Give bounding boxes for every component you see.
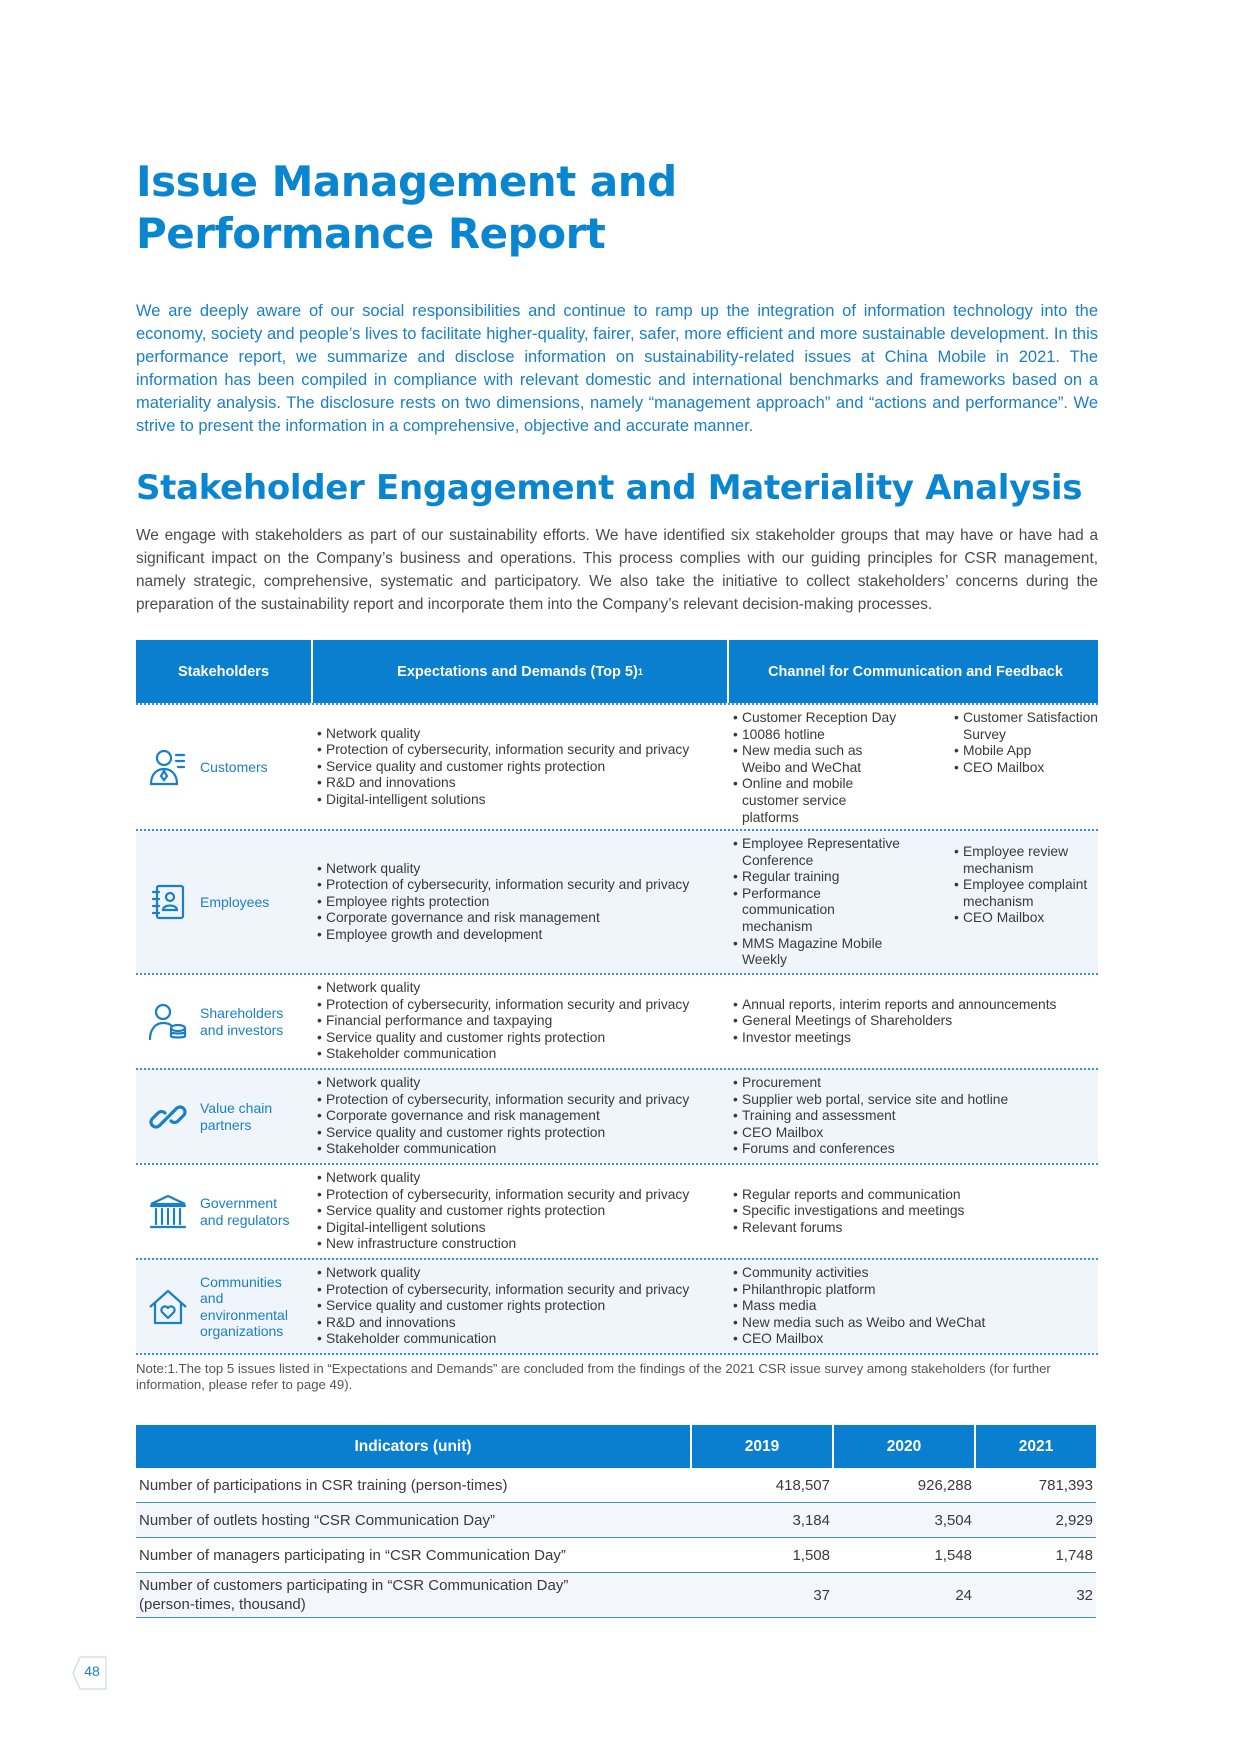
- stakeholder-row-shareholders: [136, 973, 1098, 1068]
- list-item: • Protection of cybersecurity, information security and privacy: [317, 1092, 689, 1109]
- stakeholder-row-value-chain: [136, 1068, 1098, 1163]
- list-item: • Forums and conferences: [733, 1141, 1008, 1158]
- value-2020: 3,504: [833, 1503, 975, 1538]
- indicator-label: Number of participations in CSR training (person-times): [136, 1468, 691, 1503]
- list-item: • Network quality: [317, 1075, 689, 1092]
- header-indicator: Indicators (unit): [136, 1425, 691, 1468]
- list-item: • Service quality and customer rights protection: [317, 1203, 689, 1220]
- table-row: [136, 1503, 1096, 1538]
- list-item: • Community activities: [733, 1265, 985, 1282]
- list-item: • Service quality and customer rights protection: [317, 759, 689, 776]
- stakeholder-row-government: [136, 1163, 1098, 1258]
- header-stakeholders: Stakeholders: [136, 640, 313, 703]
- list-item: • CEO Mailbox: [733, 1331, 985, 1348]
- expectations-list: [313, 1075, 689, 1158]
- list-item: • Protection of cybersecurity, information security and privacy: [317, 742, 689, 759]
- list-item: • Network quality: [317, 980, 689, 997]
- page-number: 48: [84, 1663, 100, 1679]
- header-expectations-label: Expectations and Demands (Top 5): [397, 663, 638, 680]
- intro-paragraph: We are deeply aware of our social responsibilities and continue to ramp up the integration of information technology into the economy, society and people’s lives to facilitate higher-quality, fairer, safer, more efficient and more sustainable development. In this performance report, we summarize and disclose information on sustainability-related issues at China Mobile in 2021. The information has been compiled in compliance with relevant domestic and international benchmarks and frameworks based on a materiality analysis. The disclosure rests on two dimensions, namely “management approach” and “actions and performance”. We strive to present the information in a comprehensive, objective and accurate manner.: [136, 302, 1098, 435]
- header-2020: 2020: [833, 1425, 975, 1468]
- channels-list: [729, 997, 1056, 1047]
- value-2021: 32: [975, 1573, 1096, 1618]
- list-item: • Corporate governance and risk management: [317, 910, 689, 927]
- list-item: • Specific investigations and meetings: [733, 1203, 964, 1220]
- chain-link-icon: [136, 1087, 200, 1147]
- page-number-badge: [72, 1655, 112, 1691]
- stakeholder-name: Communities and environmental organizations: [200, 1273, 288, 1339]
- list-item: • Protection of cybersecurity, information security and privacy: [317, 997, 689, 1014]
- channels-list-secondary: [954, 710, 1102, 776]
- list-item: • CEO Mailbox: [733, 1125, 1008, 1142]
- indicators-table: [136, 1425, 1096, 1618]
- list-item: • Regular training: [733, 869, 954, 886]
- expectations-list: [313, 726, 689, 809]
- customer-icon: [136, 737, 200, 797]
- list-item: • Protection of cybersecurity, information security and privacy: [317, 1187, 689, 1204]
- stakeholder-name: Customers: [200, 758, 268, 775]
- list-item: • Procurement: [733, 1075, 1008, 1092]
- list-item: • Network quality: [317, 1265, 689, 1282]
- stakeholder-name: Value chain partners: [200, 1100, 273, 1133]
- table-row: [136, 1573, 1096, 1618]
- list-item: • Digital-intelligent solutions: [317, 1220, 689, 1237]
- channels-list: [729, 1265, 985, 1348]
- list-item: • New infrastructure construction: [317, 1236, 689, 1253]
- stakeholder-row-employees: [136, 829, 1098, 973]
- list-item: • Philanthropic platform: [733, 1282, 985, 1299]
- list-item: • Employee growth and development: [317, 927, 689, 944]
- section-lead: We engage with stakeholders as part of our sustainability efforts. We have identified six stakeholder groups that may have or have had a significant impact on the Company’s business and operations. This process complies with our guiding principles for CSR management, namely strategic, comprehensive, systematic and participatory. We also take the initiative to collect stakeholders’ concerns during the preparation of the sustainability report and incorporate them into the Company’s relevant decision-making processes.: [136, 527, 1098, 613]
- list-item: • MMS Magazine Mobile Weekly: [733, 936, 902, 969]
- expectations-list: [313, 980, 689, 1063]
- investor-icon: [136, 992, 200, 1052]
- list-item: • Network quality: [317, 861, 689, 878]
- community-home-icon: [136, 1277, 200, 1337]
- list-item: • New media such as Weibo and WeChat: [733, 1315, 985, 1332]
- stakeholder-row-communities: [136, 1258, 1098, 1355]
- list-item: • Stakeholder communication: [317, 1046, 689, 1063]
- value-2021: 1,748: [975, 1538, 1096, 1573]
- list-item: • Investor meetings: [733, 1030, 1056, 1047]
- table-row: [136, 1468, 1096, 1503]
- list-item: • Financial performance and taxpaying: [317, 1013, 689, 1030]
- list-item: • Mass media: [733, 1298, 985, 1315]
- table-footnote: Note:1.The top 5 issues listed in “Expectations and Demands” are concluded from the findings of the 2021 CSR issue survey among stakeholders (for further information, please refer to page 49).: [136, 1361, 1051, 1392]
- page-title: [136, 156, 677, 260]
- list-item: • Protection of cybersecurity, information security and privacy: [317, 1282, 689, 1299]
- list-item: • R&D and innovations: [317, 1315, 689, 1332]
- list-item: • New media such as Weibo and WeChat: [733, 743, 882, 776]
- stakeholder-table-header: [136, 640, 1098, 703]
- page-title-line-1: Issue Management and: [136, 157, 677, 206]
- stakeholder-name: Employees: [200, 893, 270, 910]
- channels-list-secondary: [954, 836, 1102, 927]
- list-item: • Annual reports, interim reports and announcements: [733, 997, 1056, 1014]
- value-2019: 37: [691, 1573, 833, 1618]
- header-channels: Channel for Communication and Feedback: [768, 663, 1063, 680]
- header-2019: 2019: [691, 1425, 833, 1468]
- value-2019: 3,184: [691, 1503, 833, 1538]
- list-item: • Stakeholder communication: [317, 1141, 689, 1158]
- list-item: • Digital-intelligent solutions: [317, 792, 689, 809]
- list-item: • Relevant forums: [733, 1220, 964, 1237]
- list-item: • Employee Representative Conference: [733, 836, 912, 869]
- value-2021: 2,929: [975, 1503, 1096, 1538]
- list-item: • Service quality and customer rights protection: [317, 1298, 689, 1315]
- indicator-label: Number of managers participating in “CSR Communication Day”: [136, 1538, 691, 1573]
- list-item: • Employee complaint mechanism: [954, 877, 1103, 910]
- header-expectations: [313, 640, 729, 703]
- list-item: • Network quality: [317, 726, 689, 743]
- channels-list: [729, 710, 954, 826]
- list-item: • Customer Satisfaction Survey: [954, 710, 1102, 743]
- expectations-list: [313, 861, 689, 944]
- footnote-marker: 1: [637, 666, 643, 677]
- stakeholder-name: Shareholders and investors: [200, 1005, 284, 1038]
- list-item: • Customer Reception Day: [733, 710, 954, 727]
- value-2020: 926,288: [833, 1468, 975, 1503]
- list-item: • General Meetings of Shareholders: [733, 1013, 1056, 1030]
- indicator-label: Number of outlets hosting “CSR Communication Day”: [136, 1503, 691, 1538]
- header-2021: 2021: [975, 1425, 1096, 1468]
- stakeholder-row-customers: [136, 703, 1098, 829]
- list-item: • 10086 hotline: [733, 727, 954, 744]
- government-building-icon: [136, 1182, 200, 1242]
- section-title: Stakeholder Engagement and Materiality Analysis: [136, 468, 1083, 508]
- expectations-list: [313, 1265, 689, 1348]
- indicator-label: Number of customers participating in “CSR Communication Day” (person-times, thousand): [139, 1577, 569, 1613]
- list-item: • Protection of cybersecurity, information security and privacy: [317, 877, 689, 894]
- list-item: • Online and mobile customer service platforms: [733, 776, 882, 826]
- list-item: • Employee rights protection: [317, 894, 689, 911]
- list-item: • Performance communication mechanism: [733, 886, 842, 936]
- list-item: • CEO Mailbox: [954, 760, 1102, 777]
- value-2019: 418,507: [691, 1468, 833, 1503]
- page-title-line-2: Performance Report: [136, 209, 606, 258]
- list-item: • R&D and innovations: [317, 775, 689, 792]
- list-item: • Supplier web portal, service site and hotline: [733, 1092, 1008, 1109]
- indicators-header-row: [136, 1425, 1096, 1468]
- channels-list: [729, 1075, 1008, 1158]
- value-2021: 781,393: [975, 1468, 1096, 1503]
- list-item: • Regular reports and communication: [733, 1187, 964, 1204]
- list-item: • Network quality: [317, 1170, 689, 1187]
- value-2019: 1,508: [691, 1538, 833, 1573]
- value-2020: 1,548: [833, 1538, 975, 1573]
- list-item: • Training and assessment: [733, 1108, 1008, 1125]
- list-item: • Service quality and customer rights protection: [317, 1125, 689, 1142]
- table-row: [136, 1538, 1096, 1573]
- list-item: • Corporate governance and risk management: [317, 1108, 689, 1125]
- stakeholder-table: [136, 640, 1098, 1355]
- expectations-list: [313, 1170, 689, 1253]
- list-item: • CEO Mailbox: [954, 910, 1102, 927]
- value-2020: 24: [833, 1573, 975, 1618]
- list-item: • Mobile App: [954, 743, 1102, 760]
- list-item: • Employee review mechanism: [954, 844, 1083, 877]
- stakeholder-name: Government and regulators: [200, 1195, 290, 1228]
- list-item: • Service quality and customer rights protection: [317, 1030, 689, 1047]
- channels-list: [729, 1187, 964, 1237]
- employee-badge-icon: [136, 872, 200, 932]
- list-item: • Stakeholder communication: [317, 1331, 689, 1348]
- channels-list: [729, 836, 954, 969]
